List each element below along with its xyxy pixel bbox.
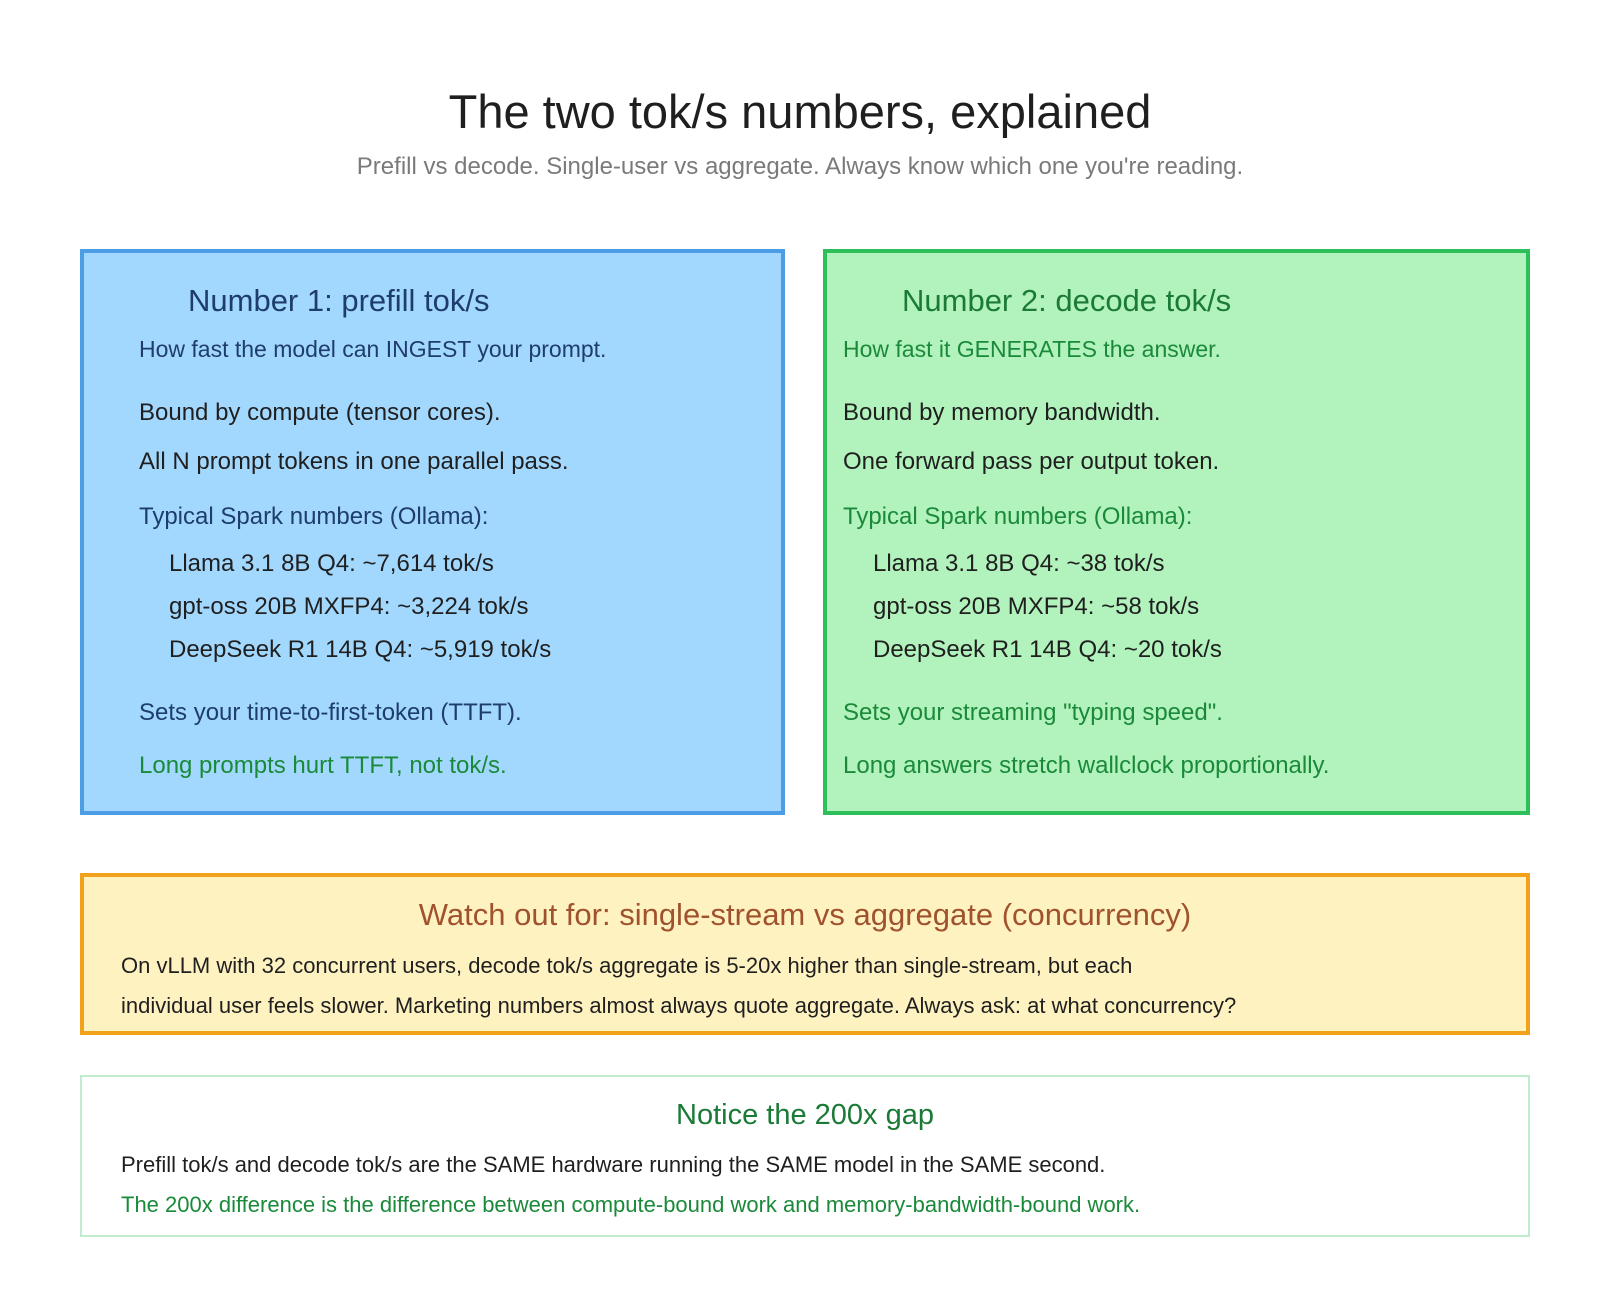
- prefill-number-llama: Llama 3.1 8B Q4: ~7,614 tok/s: [169, 550, 494, 577]
- prefill-parallel-line: All N prompt tokens in one parallel pass.: [139, 448, 569, 475]
- decode-bound-line: Bound by memory bandwidth.: [843, 399, 1161, 426]
- warning-line-1: On vLLM with 32 concurrent users, decode tok/s aggregate is 5-20x higher than single-stream, but each: [121, 953, 1133, 978]
- prefill-bound-line: Bound by compute (tensor cores).: [139, 399, 501, 426]
- warning-title: Watch out for: single-stream vs aggregate (concurrency): [418, 897, 1192, 932]
- prefill-typical-label: Typical Spark numbers (Ollama):: [139, 503, 489, 530]
- decode-number-deepseek: DeepSeek R1 14B Q4: ~20 tok/s: [873, 636, 1222, 663]
- prefill-note: Long prompts hurt TTFT, not tok/s.: [139, 752, 507, 779]
- decode-effect: Sets your streaming "typing speed".: [843, 699, 1223, 726]
- warning-line-2: individual user feels slower. Marketing numbers almost always quote aggregate. Always ask: at what concurrency?: [121, 993, 1237, 1018]
- concurrency-warning-box: [80, 873, 1530, 1035]
- gap-title: Notice the 200x gap: [676, 1099, 934, 1131]
- prefill-box: [80, 249, 785, 815]
- prefill-number-deepseek: DeepSeek R1 14B Q4: ~5,919 tok/s: [169, 636, 552, 663]
- prefill-title: Number 1: prefill tok/s: [188, 283, 490, 318]
- page-title: The two tok/s numbers, explained: [448, 85, 1152, 138]
- decode-note: Long answers stretch wallclock proportionally.: [843, 752, 1330, 779]
- prefill-subtitle: How fast the model can INGEST your prompt.: [139, 336, 607, 362]
- gap-line-2: The 200x difference is the difference between compute-bound work and memory-bandwidth-bound work.: [121, 1192, 1141, 1217]
- decode-typical-label: Typical Spark numbers (Ollama):: [843, 503, 1193, 530]
- decode-pass-line: One forward pass per output token.: [843, 448, 1220, 475]
- decode-subtitle: How fast it GENERATES the answer.: [843, 336, 1221, 362]
- decode-box: [823, 249, 1530, 815]
- page-subtitle: Prefill vs decode. Single-user vs aggregate. Always know which one you're reading.: [356, 153, 1244, 180]
- gap-box: [80, 1075, 1530, 1237]
- decode-title: Number 2: decode tok/s: [902, 283, 1232, 318]
- gap-line-1: Prefill tok/s and decode tok/s are the SAME hardware running the SAME model in the SAME second.: [121, 1152, 1106, 1177]
- prefill-number-gptoss: gpt-oss 20B MXFP4: ~3,224 tok/s: [169, 593, 529, 620]
- decode-number-gptoss: gpt-oss 20B MXFP4: ~58 tok/s: [873, 593, 1200, 620]
- prefill-effect: Sets your time-to-first-token (TTFT).: [139, 699, 522, 726]
- decode-number-llama: Llama 3.1 8B Q4: ~38 tok/s: [873, 550, 1165, 577]
